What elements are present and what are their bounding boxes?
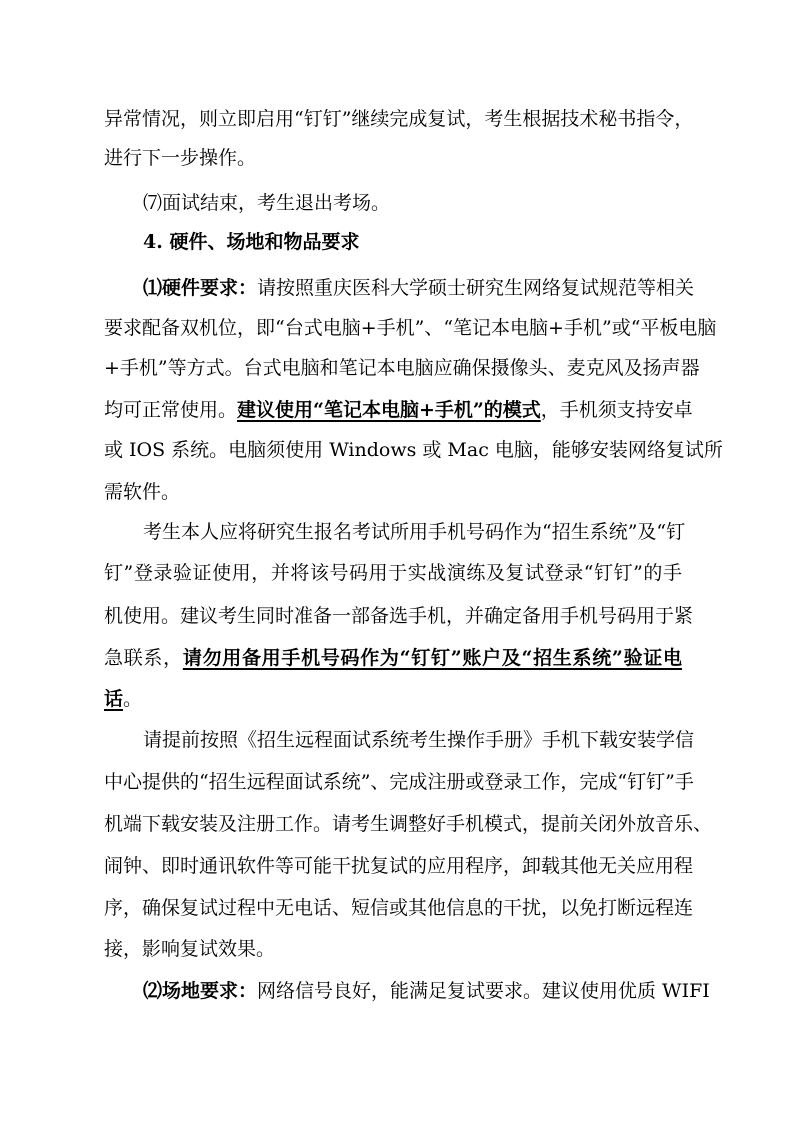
text-line-content <box>104 147 256 169</box>
text-segment: 机端下载安装及注册工作。请考生调整好手机模式，提前关闭外放音乐、 <box>104 813 713 835</box>
text-line <box>104 188 390 218</box>
text-line <box>104 273 695 303</box>
text-line <box>104 684 142 714</box>
text-segment: ，手机须支持安卓 <box>540 399 693 421</box>
text-line-content <box>104 104 694 134</box>
text-line-content <box>104 481 180 503</box>
text-segment: ⑺面试结束，考生退出考场。 <box>143 192 391 214</box>
text-line-content <box>104 273 695 303</box>
text-segment: 。 <box>123 688 143 710</box>
text-segment: 或 IOS 系统。电脑须使用 Windows 或 Mac 电脑，能够安装网络复试所 <box>104 439 723 461</box>
text-line <box>104 477 180 507</box>
text-line <box>104 395 693 425</box>
text-line-content <box>104 688 142 710</box>
text-line <box>104 104 694 134</box>
text-line <box>104 976 710 1006</box>
text-line-content <box>104 767 694 797</box>
bold-text-segment: ⑴硬件要求： <box>143 277 258 299</box>
text-segment: 需软件。 <box>104 481 181 503</box>
text-segment: 钉”登录验证使用，并将该号码用于实战演练及复试登录“钉钉”的手 <box>104 562 682 584</box>
text-segment: 均可正常使用。 <box>104 399 238 421</box>
text-line-content <box>104 893 694 923</box>
text-line <box>104 353 700 383</box>
text-line-content <box>104 976 710 1006</box>
text-line-content <box>104 725 695 755</box>
text-segment: 接，影响复试效果。 <box>104 938 276 960</box>
text-segment: 急联系， <box>104 647 183 669</box>
text-segment: 序，确保复试过程中无电话、短信或其他信息的干扰，以免打断远程连 <box>104 897 694 919</box>
text-segment: 异常情况，则立即启用“钉钉”继续完成复试，考生根据技术秘书指令， <box>104 108 694 130</box>
text-line <box>104 725 695 755</box>
bold-text-segment: ⑵场地要求： <box>143 980 258 1002</box>
text-segment: 请按照重庆医科大学硕士研究生网络复试规范等相关 <box>257 277 695 299</box>
text-line-content <box>104 601 694 631</box>
text-line-content <box>104 938 275 960</box>
text-segment: +手机”等方式。台式电脑和笔记本电脑应确保摄像头、麦克风及扬声器 <box>104 357 700 379</box>
text-line-content <box>104 643 682 673</box>
text-segment: 考生本人应将研究生报名考试所用手机号码作为“招生系统”及“钉 <box>143 521 686 543</box>
bold-text-segment: 4. 硬件、场地和物品要求 <box>143 231 360 253</box>
text-line <box>104 893 694 923</box>
text-segment: 闹钟、即时通讯软件等可能干扰复试的应用程序，卸载其他无关应用程 <box>104 855 694 877</box>
bold-text-segment: 请勿用备用手机号码作为“钉钉”账户及“招生系统”验证电 <box>182 647 682 669</box>
text-line-content <box>104 558 682 588</box>
text-line-content <box>104 227 359 257</box>
text-line-content <box>104 395 693 425</box>
text-segment: 进行下一步操作。 <box>104 147 257 169</box>
text-segment: 要求配备双机位，即“台式电脑+手机”、“笔记本电脑+手机”或“平板电脑 <box>104 317 717 339</box>
text-line-content <box>104 809 713 839</box>
text-line <box>104 643 682 673</box>
text-line <box>104 313 717 343</box>
text-line <box>104 809 713 839</box>
text-line <box>104 435 723 465</box>
text-segment: 网络信号良好，能满足复试要求。建议使用优质 WIFI <box>257 980 710 1002</box>
text-line-content <box>104 435 723 465</box>
text-line-content <box>104 188 390 218</box>
text-segment: 请提前按照《招生远程面试系统考生操作手册》手机下载安装学信 <box>143 729 695 751</box>
text-line <box>104 851 694 881</box>
text-line <box>104 558 682 588</box>
text-line <box>104 934 275 964</box>
text-line <box>104 143 256 173</box>
text-line-content <box>104 517 686 547</box>
text-segment: 中心提供的“招生远程面试系统”、完成注册或登录工作，完成“钉钉”手 <box>104 771 694 793</box>
text-line <box>104 517 686 547</box>
text-segment: 机使用。建议考生同时准备一部备选手机，并确定备用手机号码用于紧 <box>104 605 694 627</box>
text-line-content <box>104 313 717 343</box>
text-line-content <box>104 851 694 881</box>
text-line <box>104 601 694 631</box>
text-line <box>104 227 359 257</box>
bold-text-segment: 话 <box>104 688 124 710</box>
text-line <box>104 767 694 797</box>
text-line-content <box>104 353 700 383</box>
bold-text-segment: 建议使用“笔记本电脑+手机”的模式 <box>237 399 541 421</box>
